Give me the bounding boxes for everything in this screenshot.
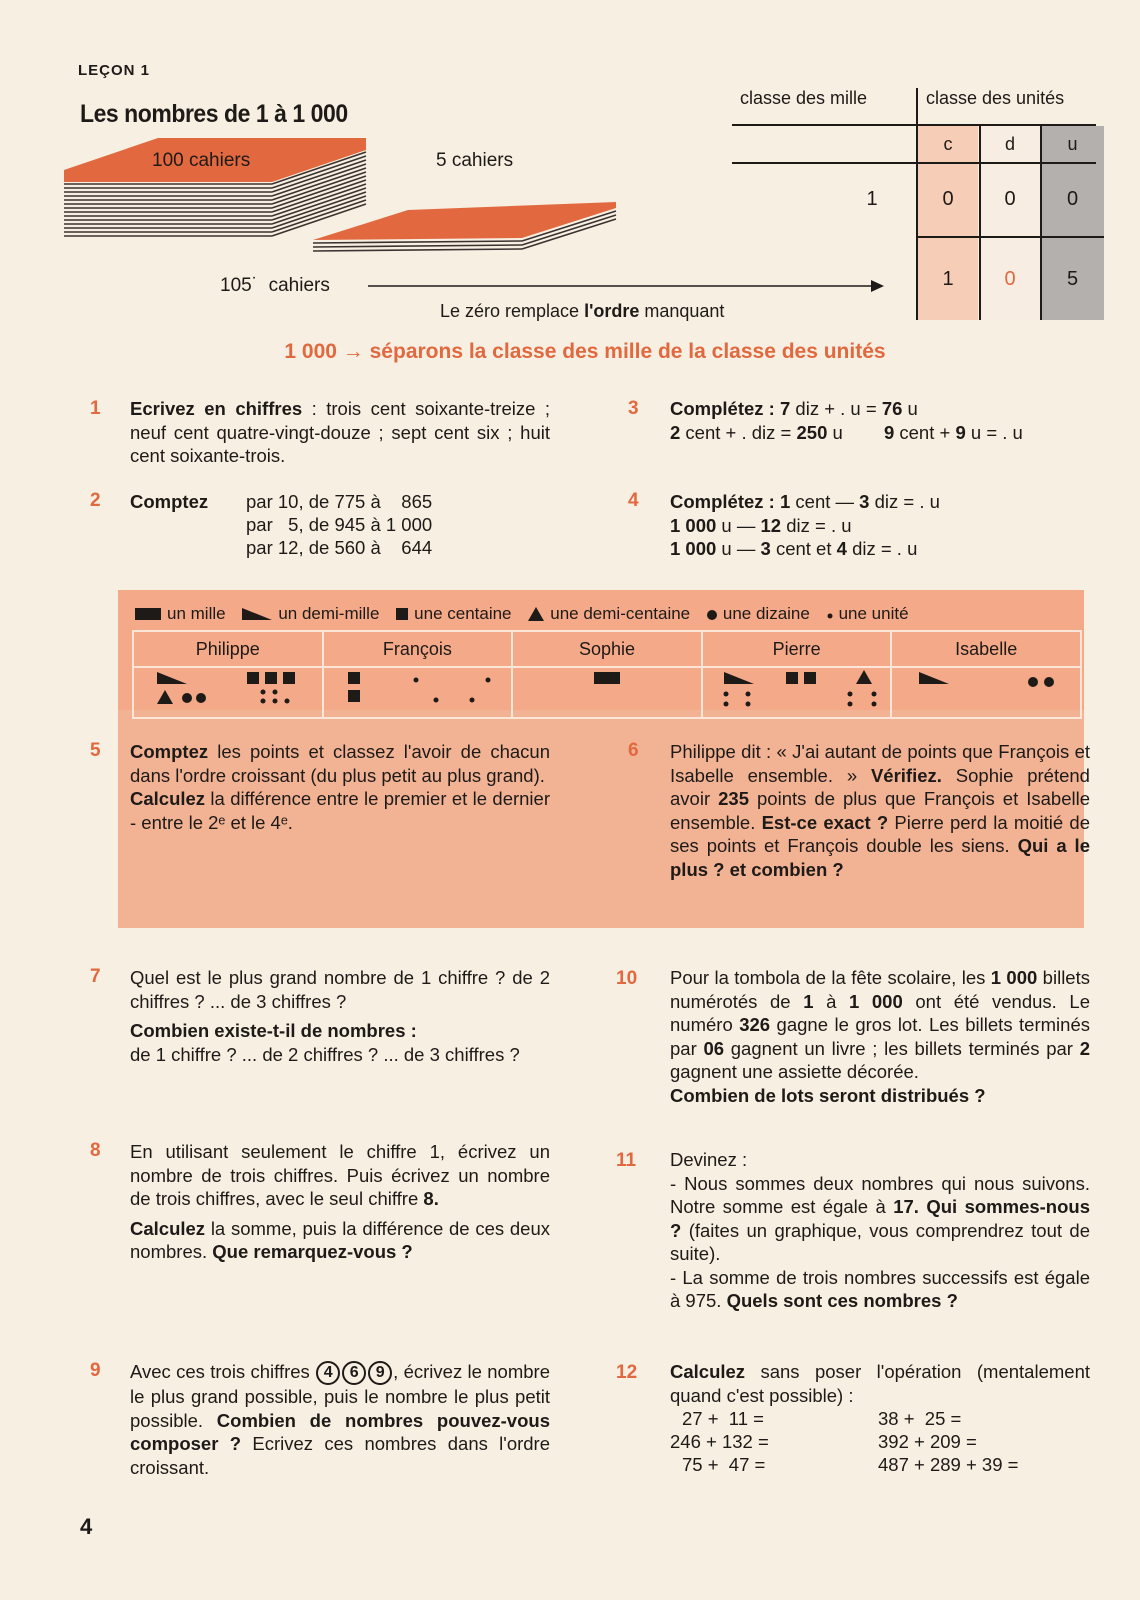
page-number: 4 — [80, 1514, 93, 1539]
zero-note: Le zéro remplace l'ordre manquant — [440, 301, 725, 321]
person-pierre: Pierre — [702, 631, 892, 667]
person-philippe: Philippe — [133, 631, 323, 667]
demi-centaine-icon — [528, 607, 544, 621]
exercise-11-number: 11 — [616, 1150, 637, 1171]
exercise-12-number: 12 — [616, 1362, 638, 1383]
row2-d: 0 — [1004, 268, 1016, 290]
exercise-5-number: 5 — [90, 740, 101, 761]
exercise-10-number: 10 — [616, 968, 638, 989]
symbols-philippe — [133, 667, 323, 718]
digit-6-icon: 6 — [342, 1361, 366, 1385]
legend-unite: une unité — [838, 604, 909, 623]
legend-dizaine: une dizaine — [722, 604, 810, 623]
exercise-12: Calculez sans poser l'opération (mentalement quand c'est possible) : — [670, 1361, 1090, 1406]
exercise-6-number: 6 — [628, 740, 639, 761]
symbols-legend — [135, 604, 909, 624]
exercise-9: Avec ces trois chiffres 4 6 9 , écrivez le nombre le plus grand possible, puis le nombre le plus petit possible. Combien de nombres pouvez-vous composer ? Ecrivez ces nombres dans l'ordre croissant. — [130, 1361, 551, 1478]
operation: 487 + 289 + 39 = — [878, 1454, 1019, 1475]
row1-mille: 1 — [866, 188, 878, 210]
mille-icon — [135, 607, 161, 621]
person-sophie: Sophie — [512, 631, 702, 667]
row2-c: 1 — [942, 268, 954, 290]
stack-5-icon — [313, 202, 616, 251]
exercise-8: En utilisant seulement le chiffre 1, écrivez un nombre de trois chiffres. Puis écrivez un nombre de trois chiffres, avec le seul chiffre 8. Calculez la somme, puis la différence de ces deux nombres. Que remarquez-vous ? — [130, 1141, 550, 1262]
exercise-10: Pour la tombola de la fête scolaire, les 1 000 billets numérotés de 1 à 1 000 ont été vendus. Le numéro 326 gagne le gros lot. Les billets terminés par 06 gagnent un livre ; les billets terminés par 2 gagnent une assiette décorée. Combien de lots seront distribués ? — [670, 967, 1090, 1106]
legend-demi-centaine: une demi-centaine — [550, 604, 691, 623]
legend-centaine: une centaine — [414, 604, 512, 623]
exercise-8-number: 8 — [90, 1140, 101, 1161]
operation: 75 + 47 = — [682, 1454, 766, 1475]
exercise-11: Devinez : - Nous sommes deux nombres qui nous suivons. Notre somme est égale à 17. Qui sommes-nous ? (faites un graphique, vous comprendrez tout de suite). - La somme de trois nombres successifs est égale à 975. Quels sont ces nombres ? — [670, 1149, 1090, 1311]
place-value-table — [742, 88, 1102, 328]
row1-d: 0 — [1004, 188, 1016, 210]
stack-5-label: 5 cahiers — [436, 150, 514, 171]
operation: 27 + 11 = — [682, 1408, 764, 1429]
exercise-7: Quel est le plus grand nombre de 1 chiffre ? de 2 chiffres ? ... de 3 chiffres ? Combien existe-t-il de nombres : de 1 chiffre ? ... de 2 chiffres ? ... de 3 chiffres ? — [130, 967, 550, 1065]
symbols-isabelle — [891, 667, 1081, 718]
stack-100-label: 100 cahiers — [152, 150, 251, 171]
symbols-sophie — [512, 667, 702, 718]
dizaine-icon — [707, 607, 717, 621]
exercise-9-number: 9 — [90, 1360, 101, 1381]
row-rule — [732, 162, 1096, 164]
symbols-pierre — [702, 667, 892, 718]
lesson-label: LEÇON 1 — [78, 62, 151, 79]
row-rule-2 — [918, 236, 1104, 238]
total-label: 105˙ cahiers — [220, 275, 330, 296]
exercise-7-number: 7 — [90, 966, 101, 987]
exercise-1-number: 1 — [90, 398, 101, 419]
exercise-3: Complétez : 7 diz + . u = 76 u 2 cent + . diz = 250 u 9 cent + 9 u = . u — [670, 398, 1023, 443]
exercise-3-number: 3 — [628, 398, 639, 419]
digit-4-icon: 4 — [316, 1361, 340, 1385]
section-title: 1 000 → séparons la classe des mille de la classe des unités — [284, 340, 886, 363]
page-title: Les nombres de 1 à 1 000 — [80, 100, 348, 128]
person-isabelle: Isabelle — [891, 631, 1081, 667]
col-u-header: u — [1067, 134, 1078, 154]
demi-mille-icon — [242, 607, 272, 621]
exercise-1: Ecrivez en chiffres : trois cent soixante-treize ; neuf cent quatre-vingt-douze ; sept cent six ; huit cent soixante-trois. — [130, 398, 550, 466]
centaine-icon — [396, 607, 408, 621]
exercise-12-operations — [670, 1407, 1090, 1479]
exercise-4: Complétez : 1 cent — 3 diz = . u 1 000 u — 12 diz = . u 1 000 u — 3 cent et 4 diz = . u — [670, 491, 940, 559]
exercise-2: Comptez par 10, de 775 à 865 par 5, de 945 à 1 000 par 12, de 560 à 644 — [130, 491, 433, 558]
class-mille-header: classe des mille — [740, 88, 868, 108]
exercise-2-number: 2 — [90, 490, 101, 511]
legend-mille: un mille — [167, 604, 226, 623]
points-table — [132, 630, 1082, 719]
exercise-6: Philippe dit : « J'ai autant de points que François et Isabelle ensemble. » Vérifiez. Sophie prétend avoir 235 points de plus que François et Isabelle ensemble. Est-ce exact ? Pierre perd la moitié de ses points et François double les siens. Qui a le plus ? et combien ? — [670, 741, 1090, 880]
col-d-header: d — [1004, 134, 1015, 154]
operation: 392 + 209 = — [878, 1431, 977, 1452]
symbols-francois — [323, 667, 513, 718]
exercise-5: Comptez les points et classez l'avoir de chacun dans l'ordre croissant (du plus petit au plus grand). Calculez la différence entre le premier et le dernier - entre le 2ᵉ et le 4ᵉ. — [130, 741, 550, 833]
digit-9-icon: 9 — [368, 1361, 392, 1385]
notebook-stacks-illustration — [58, 130, 628, 270]
col-c-header: c — [943, 134, 953, 154]
exercise-4-number: 4 — [628, 490, 639, 511]
class-unites-header: classe des unités — [926, 88, 1065, 108]
legend-demi-mille: un demi-mille — [278, 604, 380, 623]
person-francois: François — [323, 631, 513, 667]
row1-c: 0 — [942, 188, 954, 210]
row1-u: 0 — [1066, 188, 1079, 210]
operation: 246 + 132 = — [670, 1431, 769, 1452]
unite-icon — [827, 607, 833, 621]
operation: 38 + 25 = — [878, 1408, 962, 1429]
row2-u: 5 — [1066, 268, 1079, 290]
